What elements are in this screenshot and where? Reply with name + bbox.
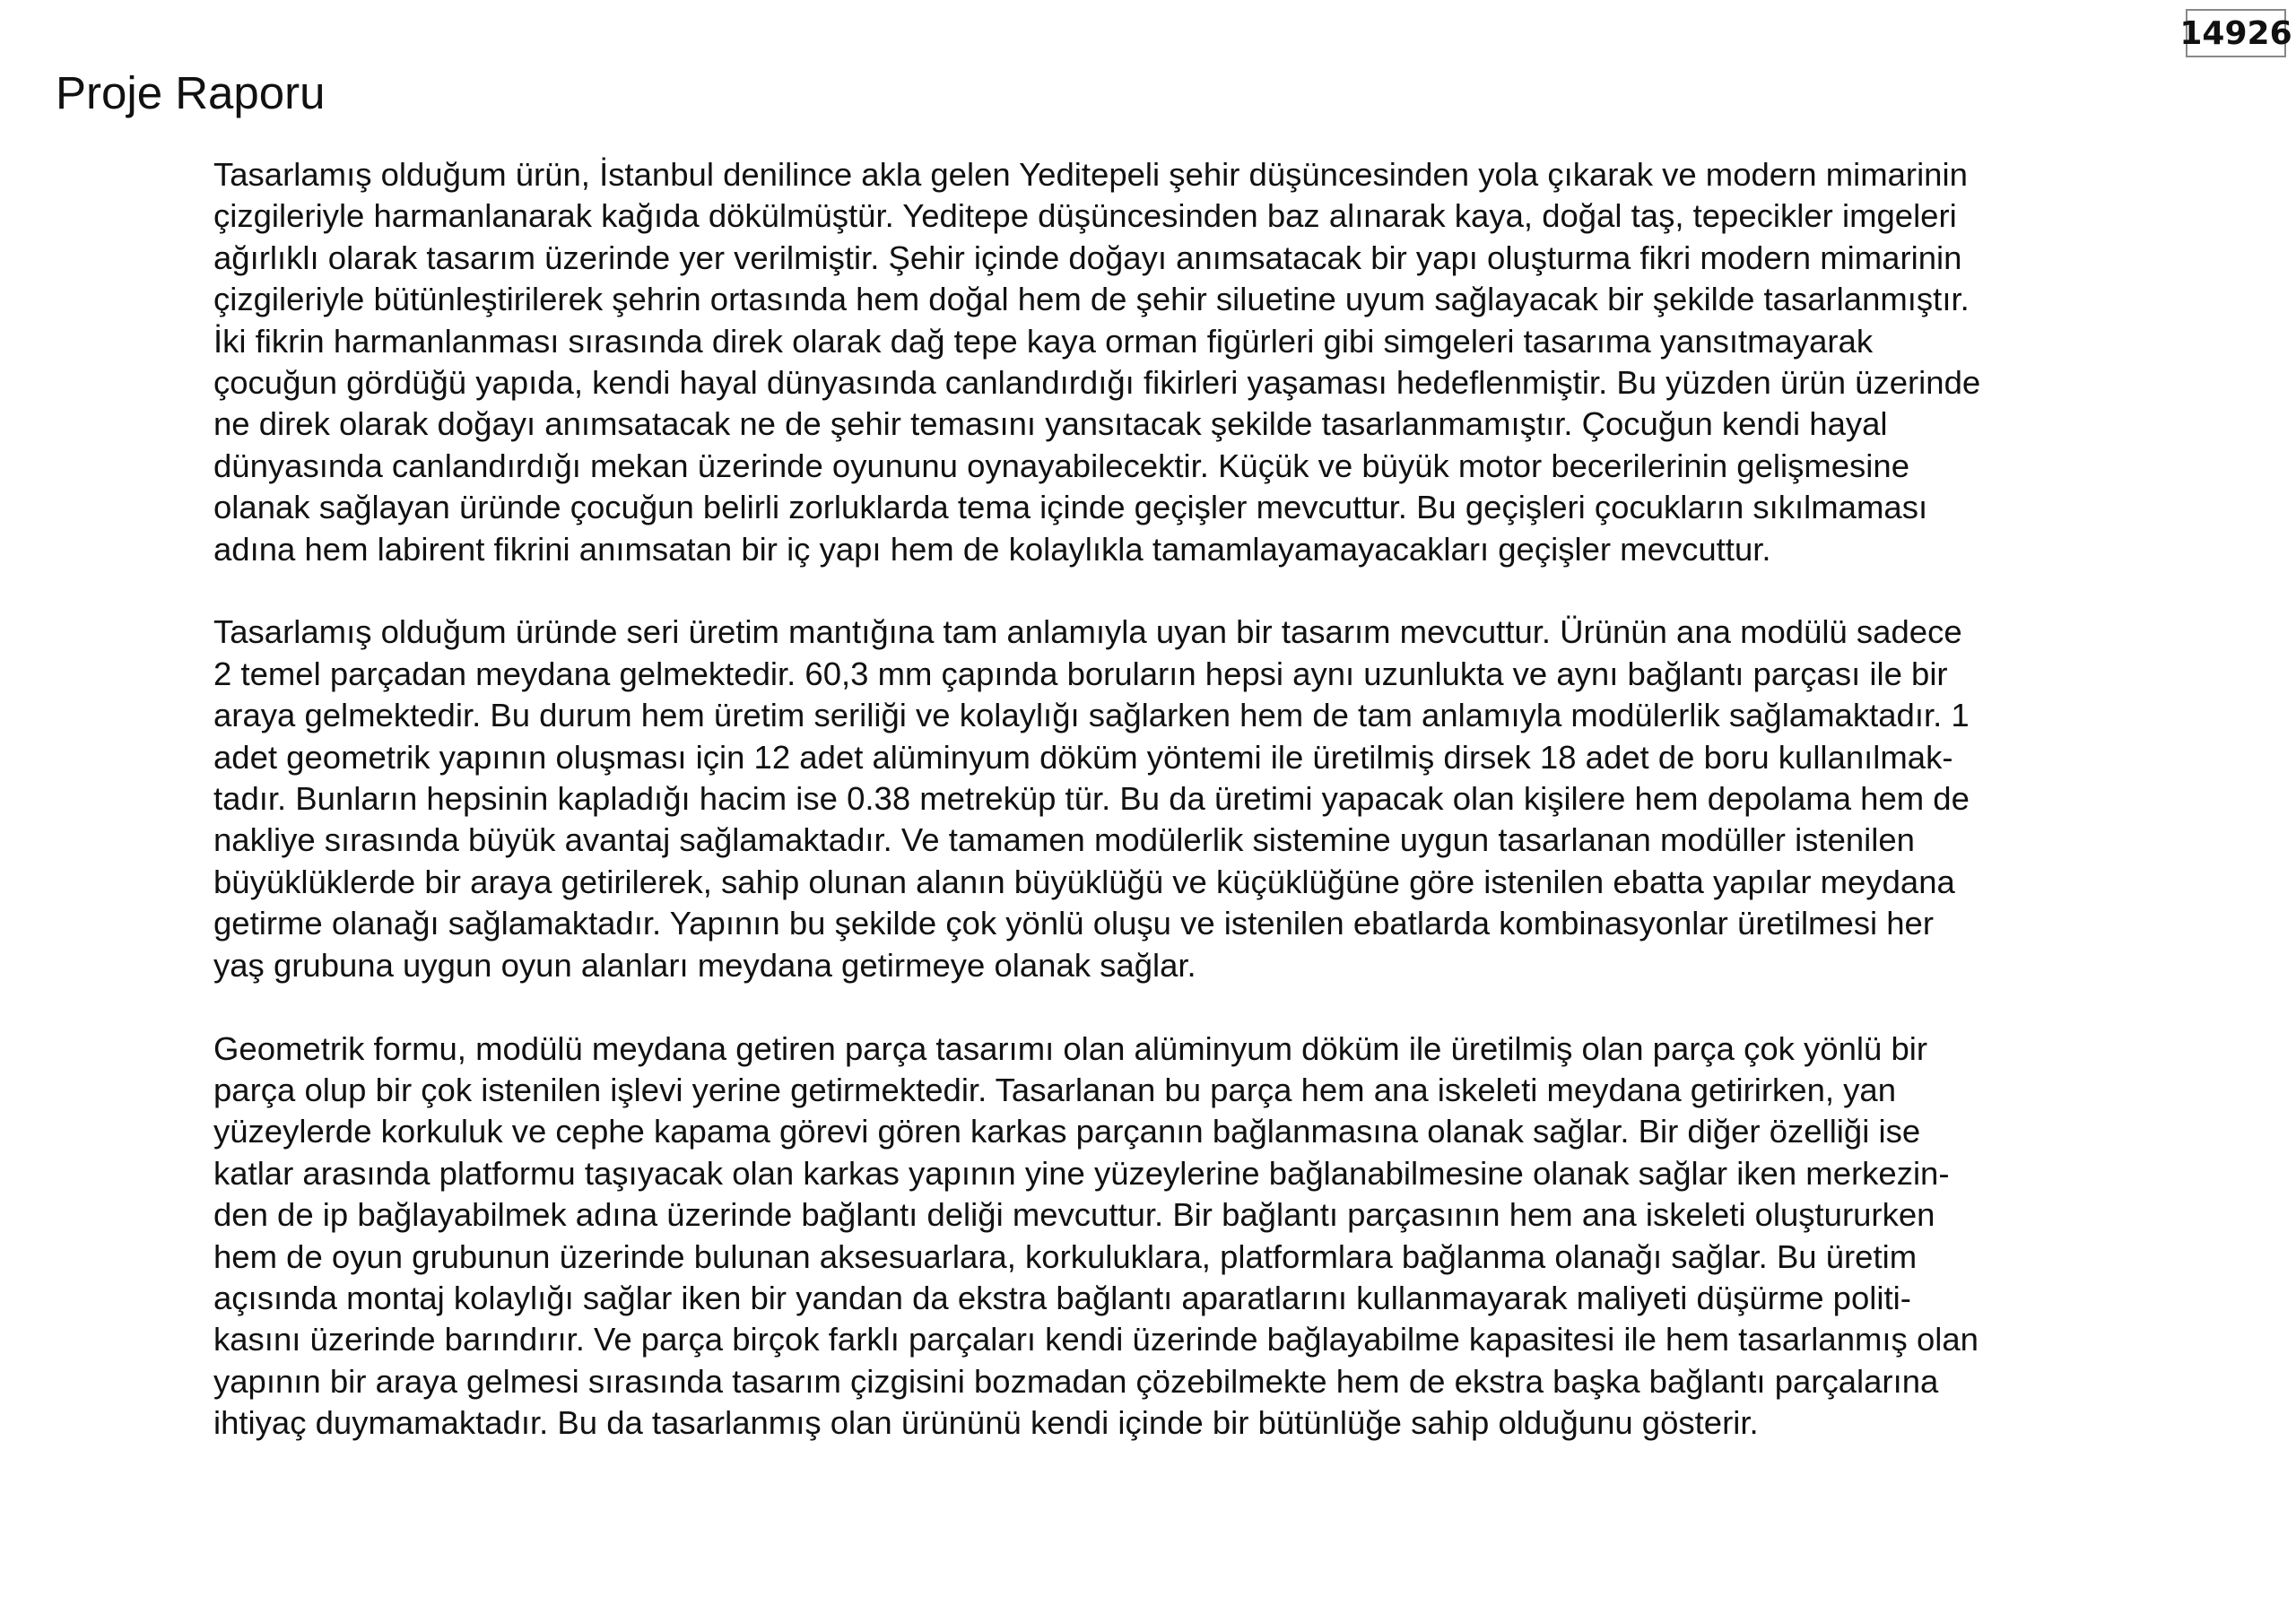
- text-line: dünyasında canlandırdığı mekan üzerinde oyununu oynayabilecektir. Küçük ve büyük motor becerilerinin gelişmesine: [213, 447, 1909, 484]
- text-line: adına hem labirent fikrini anımsatan bir iç yapı hem de kolaylıkla tamamlayamayacakları geçişler mevcuttur.: [213, 530, 1771, 568]
- page-number-badge: 14926: [2186, 9, 2286, 57]
- text-line: İki fikrin harmanlanması sırasında direk olarak dağ tepe kaya orman figürleri gibi simgeleri tasarıma yansıtmayarak: [213, 322, 1874, 360]
- text-line: Tasarlamış olduğum üründe seri üretim mantığına tam anlamıyla uyan bir tasarım mevcuttur. Ürünün ana modülü sadece: [213, 613, 1962, 651]
- report-body: [213, 154, 1980, 1486]
- text-line: hem de oyun grubunun üzerinde bulunan aksesuarlara, korkuluklara, platformlara bağlanma olanağı sağlar. Bu üretim: [213, 1237, 1918, 1275]
- paragraph: [213, 1028, 1980, 1445]
- text-line: Geometrik formu, modülü meydana getiren parça tasarımı olan alüminyum döküm ile üretilmiş olan parça çok yönlü bir: [213, 1029, 1928, 1067]
- text-line: tadır. Bunların hepsinin kapladığı hacim ise 0.38 metreküp tür. Bu da üretimi yapacak olan kişilere hem depolama hem de: [213, 780, 1970, 818]
- page-title: Proje Raporu: [56, 67, 326, 118]
- text-line: büyüklüklerde bir araya getirilerek, sahip olunan alanın büyüklüğü ve küçüklüğüne göre istenilen ebatta yapılar meydana: [213, 863, 1955, 900]
- text-line: çizgileriyle bütünleştirilerek şehrin ortasında hem doğal hem de şehir siluetine uyum sağlayacak bir şekilde tasarlanmıştır.: [213, 281, 1970, 318]
- paragraph: [213, 154, 1980, 570]
- paragraph: [213, 612, 1980, 986]
- text-line: adet geometrik yapının oluşması için 12 adet alüminyum döküm yöntemi ile üretilmiş dirsek 18 adet de boru kullanılmak-: [213, 738, 1953, 776]
- text-line: ağırlıklı olarak tasarım üzerinde yer verilmiştir. Şehir içinde doğayı anımsatacak bir yapı oluşturma fikri modern mimarinin: [213, 239, 1962, 276]
- text-line: çizgileriyle harmanlanarak kağıda dökülmüştür. Yeditepe düşüncesinden baz alınarak kaya, doğal taş, tepecikler imgeleri: [213, 197, 1957, 235]
- text-line: yapının bir araya gelmesi sırasında tasarım çizgisini bozmadan çözebilmekte hem de ekstra başka bağlantı parçalarına: [213, 1362, 1939, 1400]
- text-line: 2 temel parçadan meydana gelmektedir. 60,3 mm çapında boruların hepsi aynı uzunlukta ve aynı bağlantı parçası ile bir: [213, 655, 1948, 692]
- text-line: ihtiyaç duymamaktadır. Bu da tasarlanmış olan ürününü kendi içinde bir bütünlüğe sahip olduğunu gösterir.: [213, 1404, 1759, 1442]
- text-line: olanak sağlayan üründe çocuğun belirli zorluklarda tema içinde geçişler mevcuttur. Bu geçişleri çocukların sıkılmaması: [213, 489, 1928, 526]
- text-line: nakliye sırasında büyük avantaj sağlamaktadır. Ve tamamen modülerlik sistemine uygun tasarlanan modüller istenilen: [213, 821, 1915, 859]
- text-line: açısında montaj kolaylığı sağlar iken bir yandan da ekstra bağlantı aparatlarını kullanmayarak maliyeti düşürme politi-: [213, 1279, 1911, 1316]
- text-line: den de ip bağlayabilmek adına üzerinde bağlantı deliği mevcuttur. Bir bağlantı parçasının hem ana iskeleti oluştururken: [213, 1196, 1935, 1234]
- text-line: çocuğun gördüğü yapıda, kendi hayal dünyasında canlandırdığı fikirleri yaşaması hedeflenmiştir. Bu yüzden ürün üzerinde: [213, 364, 1981, 402]
- text-line: getirme olanağı sağlamaktadır. Yapının bu şekilde çok yönlü oluşu ve istenilen ebatlarda kombinasyonlar üretilmesi her: [213, 905, 1935, 942]
- text-line: yüzeylerde korkuluk ve cephe kapama görevi gören karkas parçanın bağlanmasına olanak sağlar. Bir diğer özelliği ise: [213, 1113, 1921, 1150]
- text-line: parça olup bir çok istenilen işlevi yerine getirmektedir. Tasarlanan bu parça hem ana iskeleti meydana getirirken, yan: [213, 1071, 1897, 1108]
- text-line: Tasarlamış olduğum ürün, İstanbul denilince akla gelen Yeditepeli şehir düşüncesinden yola çıkarak ve modern mimarinin: [213, 156, 1968, 193]
- text-line: kasını üzerinde barındırır. Ve parça birçok farklı parçaları kendi üzerinde bağlayabilme kapasitesi ile hem tasarlanmış olan: [213, 1321, 1979, 1358]
- text-line: ne direk olarak doğayı anımsatacak ne de şehir temasını yansıtacak şekilde tasarlanmamıştır. Çocuğun kendi hayal: [213, 405, 1888, 443]
- text-line: katlar arasında platformu taşıyacak olan karkas yapının yine yüzeylerine bağlanabilmesine olanak sağlar iken merkezin-: [213, 1154, 1950, 1192]
- text-line: araya gelmektedir. Bu durum hem üretim seriliği ve kolaylığı sağlarken hem de tam anlamıyla modülerlik sağlamaktadır. 1: [213, 697, 1970, 734]
- text-line: yaş grubuna uygun oyun alanları meydana getirmeye olanak sağlar.: [213, 946, 1196, 984]
